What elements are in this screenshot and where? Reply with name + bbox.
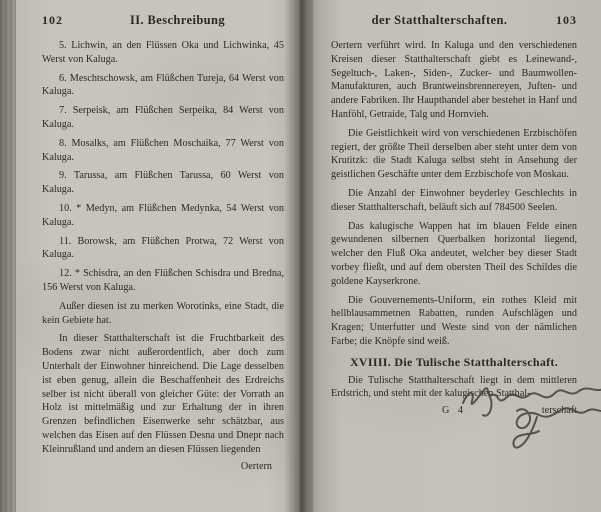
signature-line <box>331 405 577 416</box>
body-paragraph: Die Tulische Statthalterschaft liegt in dem mittleren Erdstrich, und steht mit der kalugischen Statthal- <box>331 374 577 400</box>
body-paragraph: Oertern verführt wird. In Kaluga und den verschiedenen Kreisen dieser Statthalterschaft giebt es Leinewand-, Segeltuch-, Laken-, Siden-, Zucker- und Baumwollen-Manufakturen, auch Brantweinsbrennereyen, Juften- und andere Fabriken. Ihr Haupthandel aber bestehet in Hanf und Hanföhl, Getraide, Talg und Hornvieh. <box>331 40 577 120</box>
left-page <box>16 0 300 512</box>
running-header-left-title: II. Beschreibung <box>129 13 226 27</box>
town-entry: 6. Meschtschowsk, am Flüßchen Tureja, 64 Werst von Kaluga. <box>42 72 284 98</box>
body-paragraph: Das kalugische Wappen hat im blauen Felde einen gewundenen silbernen Querbalken horizontal liegend, welcher den Fluß Oka andeutet, welcher bey dieser Stadt vorbey fließt, und auf dem obersten Theil des Schildes die goldene Kayserkrone. <box>331 220 577 287</box>
signature-mark: G 4 <box>442 405 466 417</box>
town-entry: 10. * Medyn, am Flüßchen Medynka, 54 Werst von Kaluga. <box>42 202 284 228</box>
page-number-right: 103 <box>556 13 577 27</box>
catchword-left: Oertern <box>240 460 272 472</box>
body-paragraph: Die Anzahl der Einwohner beyderley Geschlechts in dieser Statthalterschaft, beläuft sich auf 784500 Seelen. <box>331 187 577 213</box>
town-entry: 11. Borowsk, am Flüßchen Protwa, 72 Werst von Kaluga. <box>42 235 284 261</box>
running-header-right-title: der Statthalterschaften. <box>371 13 508 27</box>
body-paragraph: Die Gouvernements-Uniform, ein rothes Kleid mit hellblausammetnen Rabatten, runden Aufschlägen und Kragen; Unterfutter und Weste sind von der nämlichen Farbe; die Knöpfe sind weiß. <box>331 294 577 347</box>
body-paragraph: In dieser Statthalterschaft ist die Fruchtbarkeit des Bodens zwar nicht außerordentlich, aber doch zum Unterhalt der Einwohner hinreichend. Die Lage desselben ist eben genug, allein die Beschaffenheit des Erdreichs selber ist nicht überall von gleicher Güte: der Vorrath an Holz ist mittelmäßig und zur Erhaltung der in ihren Grenzen befindlichen Eisenwerke sehr schätzbar, aus welchen das Eisen auf den Flüssen Desna und Dnepr nach Kleinrußland und andern an diesen Flüssen liegenden <box>42 333 284 455</box>
town-entry: 8. Mosalks, am Flüßchen Moschaika, 77 Werst von Kaluga. <box>42 137 284 163</box>
town-entry: 12. * Schisdra, an den Flüßchen Schisdra und Bredna, 156 Werst von Kaluga. <box>42 268 284 293</box>
town-entry: 7. Serpeisk, am Flüßchen Serpeika, 84 Werst von Kaluga. <box>42 105 284 130</box>
body-paragraph: Die Geistlichkeit wird von verschiedenen Erzbischöfen regiert, der größte Theil derselben aber steht unter dem von Krutitzk: die Stadt Kaluga selbst steht in Ansehung der geistlichen Geschäfte unter dem Erzbischofe von Moskau. <box>331 127 577 181</box>
page-number-left: 102 <box>42 13 63 27</box>
right-page <box>313 0 601 512</box>
town-entry: 5. Lichwin, an den Flüssen Oka und Lichwinka, 45 Werst von Kaluga. <box>42 40 284 65</box>
catchword-right: terschaft <box>541 405 577 417</box>
running-header-left <box>42 13 284 28</box>
body-paragraph: Außer diesen ist zu merken Worotinks, eine Stadt, die kein Gebiete hat. <box>42 300 284 326</box>
section-heading: XVIIII. Die Tulische Statthalterschaft. <box>349 354 559 369</box>
running-header-right <box>331 13 577 28</box>
town-entry: 9. Tarussa, am Flüßchen Tarussa, 60 Werst von Kaluga. <box>42 170 284 196</box>
